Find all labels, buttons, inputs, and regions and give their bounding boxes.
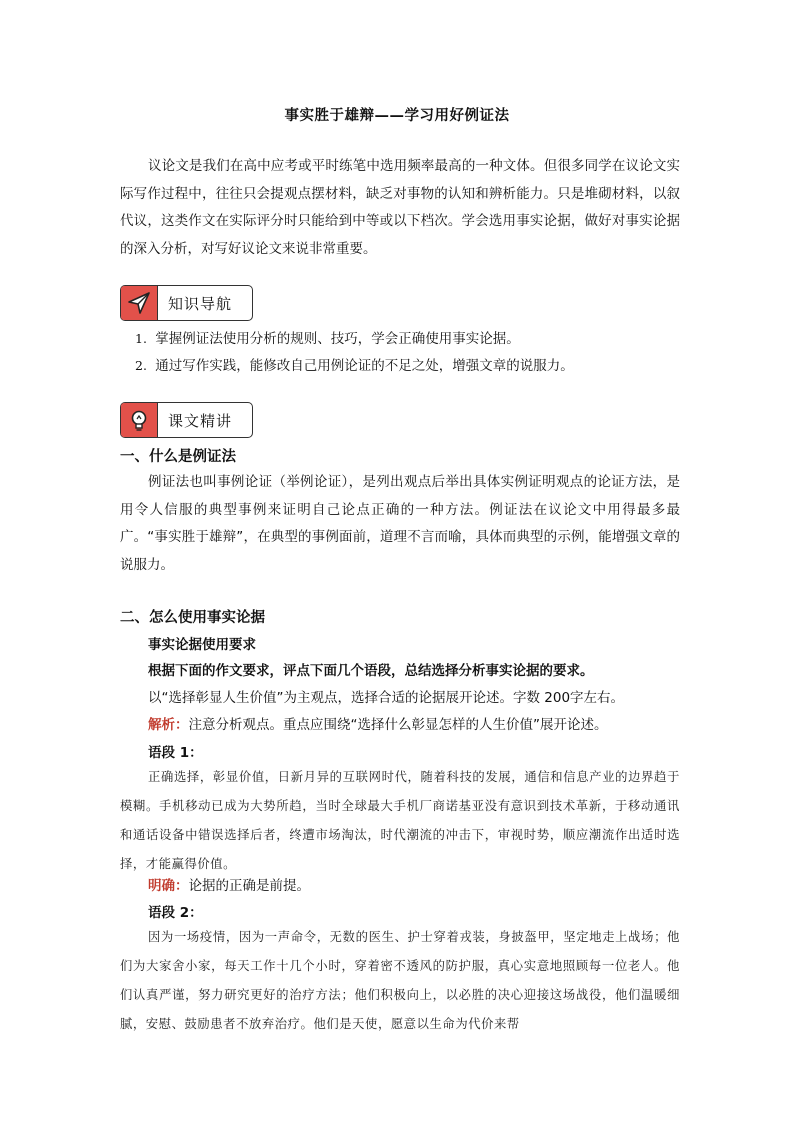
- lesson-explain-badge: [120, 402, 253, 438]
- list-text: 掌握例证法使用分析的规则、技巧，学会正确使用事实论据。: [155, 331, 520, 347]
- lightbulb-icon: [121, 403, 158, 437]
- objectives-list: [135, 325, 695, 379]
- section-heading: 一、什么是例证法: [120, 449, 236, 465]
- writing-requirement: 以“选择彰显人生价值”为主观点，选择合适的论据展开论述。字数 200字左右。: [148, 690, 625, 706]
- definition-paragraph: 例证法也叫事例论证（举例论证），是列出观点后举出具体实例证明观点的论证方法，是用令人信服的典型事例来证明自己论点正确的一种方法。例证法在议论文中用得最多最广。“事实胜于雄辩”，在典型的事例面前，道理不言而喻，具体而典型的示例，能增强文章的说服力。: [120, 474, 680, 573]
- task-instruction: 根据下面的作文要求，评点下面几个语段，总结选择分析事实论据的要求。: [148, 663, 594, 679]
- paragraph-label: 语段 1：: [148, 745, 203, 761]
- intro-paragraph: 议论文是我们在高中应考或平时练笔中选用频率最高的一种文体。但很多同学在议论文实际写作过程中，往往只会提观点摆材料，缺乏对事物的认知和辨析能力。只是堆砌材料，以叙代议，这类作文在实际评分时只能给到中等或以下档次。学会选用事实论据，做好对事实论据的深入分析，对写好议论文来说非常重要。: [120, 158, 680, 257]
- list-item: [135, 352, 695, 379]
- paper-plane-icon: [121, 286, 158, 320]
- analysis-label: 解析：: [148, 717, 189, 733]
- lesson-explain-label: 课文精讲: [168, 411, 233, 430]
- analysis-text: 注意分析观点。重点应围绕“选择什么彰显怎样的人生价值”展开论述。: [188, 717, 608, 733]
- knowledge-nav-label: 知识导航: [168, 294, 233, 313]
- section-heading: 二、怎么使用事实论据: [120, 610, 265, 626]
- list-number: 2.: [135, 358, 147, 373]
- paragraph-label: 语段 2：: [148, 905, 203, 921]
- list-text: 通过写作实践，能修改自己用例论证的不足之处，增强文章的说服力。: [155, 358, 574, 374]
- knowledge-nav-badge: [120, 285, 253, 321]
- sample-paragraph: 正确选择，彰显价值，日新月异的互联网时代，随着科技的发展，通信和信息产业的边界趋于模糊。手机移动已成为大势所趋，当时全球最大手机厂商诺基亚没有意识到技术革新，于移动通讯和通话设备中错误选择后者，终遭市场淘汰，时代潮流的冲击下，审视时势，顺应潮流作出适时选择，才能赢得价值。: [120, 770, 680, 871]
- subheading: 事实论据使用要求: [148, 637, 256, 653]
- analysis-line: [148, 712, 608, 739]
- document-title: 事实胜于雄辩——学习用好例证法: [284, 108, 510, 124]
- clarify-line: [148, 873, 310, 900]
- list-number: 1.: [135, 331, 147, 346]
- clarify-label: 明确：: [148, 878, 189, 894]
- clarify-text: 论据的正确是前提。: [188, 878, 310, 894]
- list-item: [135, 325, 695, 352]
- sample-paragraph: 因为一场疫情，因为一声命令，无数的医生、护士穿着戎装，身披盔甲，坚定地走上战场；他们为大家舍小家，每天工作十几个小时，穿着密不透风的防护服，真心实意地照顾每一位老人。他们认真严谨，努力研究更好的治疗方法；他们积极向上，以必胜的决心迎接这场战役，他们温暖细腻，安慰、鼓励患者不放弃治疗。他们是天使，愿意以生命为代价来帮: [120, 930, 680, 1031]
